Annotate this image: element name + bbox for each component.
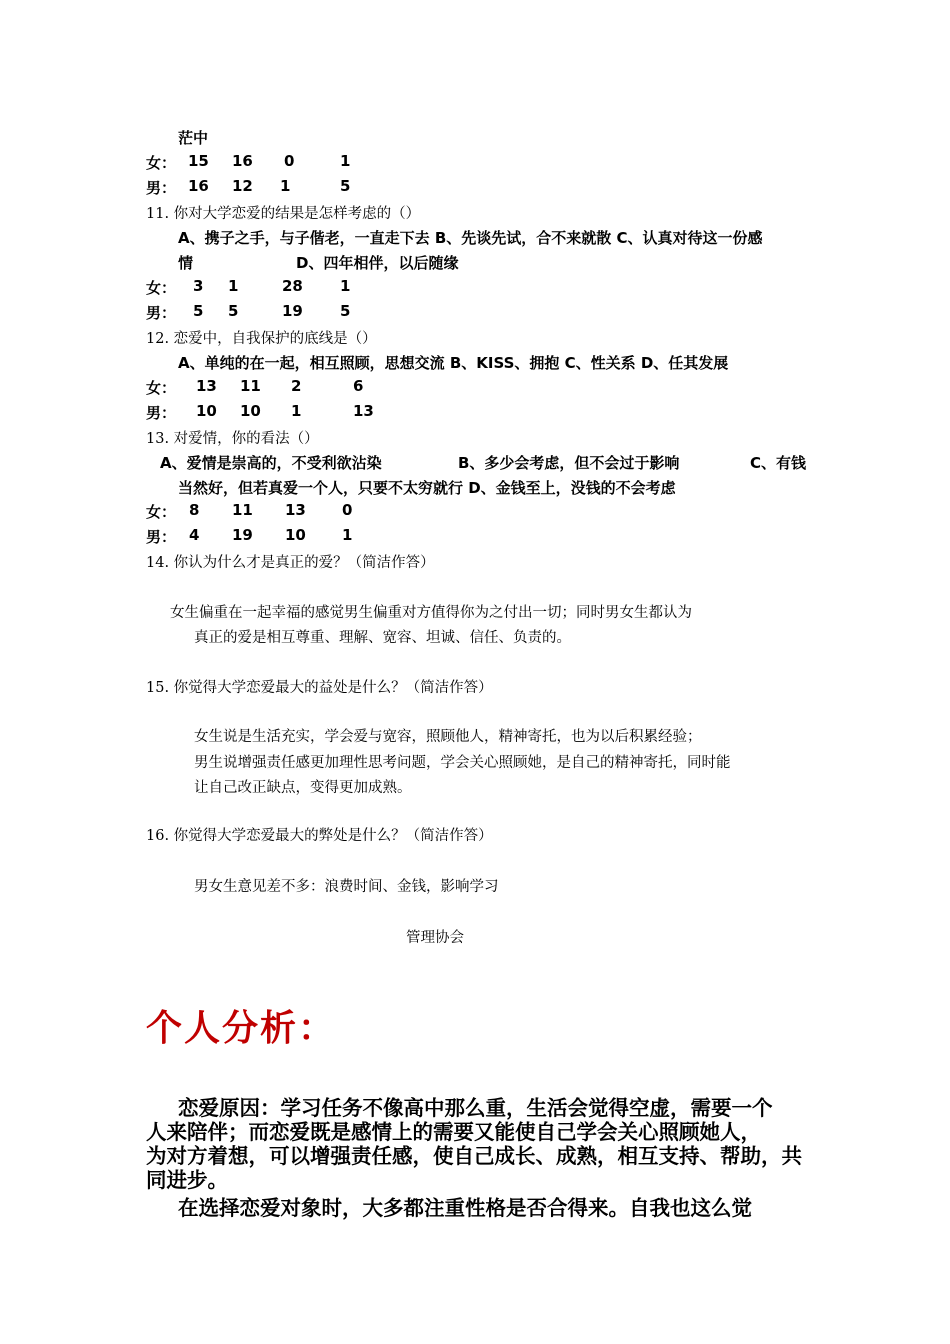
count-d: 6 <box>353 377 364 395</box>
row-label: 男： <box>146 404 177 422</box>
row-label: 女： <box>146 279 177 297</box>
q11-options-line1: A、携子之手，与子偕老，一直走下去 B、先谈先试，合不来就散 C、认真对待这一份感 <box>178 229 763 247</box>
q11-male-row <box>146 302 546 322</box>
q12-male-row <box>146 402 546 422</box>
q13-option-c: C、有钱 <box>750 454 807 472</box>
count-a: 4 <box>189 526 200 544</box>
count-a: 5 <box>193 302 204 320</box>
q16-answer: 男女生意见差不多：浪费时间、金钱，影响学习 <box>194 879 499 895</box>
q11-options-line2b: D、四年相伴，以后随缘 <box>296 254 459 272</box>
count-c: 10 <box>285 526 306 544</box>
q11-question: 11. 你对大学恋爱的结果是怎样考虑的（） <box>146 206 421 222</box>
count-a: 10 <box>196 402 217 420</box>
q15-answer-line2: 男生说增强责任感更加理性思考问题，学会关心照顾她，是自己的精神寄托，同时能 <box>194 755 731 771</box>
q11-female-row <box>146 277 546 297</box>
count-a: 13 <box>196 377 217 395</box>
count-c: 1 <box>291 402 302 420</box>
q15-answer-line1: 女生说是生活充实，学会爱与宽容，照顾他人，精神寄托，也为以后积累经验； <box>194 729 702 745</box>
count-c: 0 <box>284 152 295 170</box>
count-a: 16 <box>188 177 209 195</box>
count-a: 15 <box>188 152 209 170</box>
count-d: 13 <box>353 402 374 420</box>
analysis-p2-line1: 在选择恋爱对象时，大多都注重性格是否合得来。自我也这么觉 <box>178 1196 752 1220</box>
count-a: 8 <box>189 501 200 519</box>
q13-options-line2: 当然好，但若真爱一个人，只要不太穷就行 D、金钱至上，没钱的不会考虑 <box>178 479 676 497</box>
count-d: 5 <box>340 302 351 320</box>
row-label: 男： <box>146 304 177 322</box>
analysis-p1-line1: 恋爱原因：学习任务不像高中那么重，生活会觉得空虚，需要一个 <box>178 1096 773 1120</box>
q11-options-line2a: 情 <box>178 254 194 272</box>
q13-option-a: A、爱情是崇高的，不受利欲沾染 <box>160 454 382 472</box>
organization-name: 管理协会 <box>406 930 464 946</box>
analysis-p1-line2: 人来陪伴；而恋爱既是感情上的需要又能使自己学会关心照顾她人， <box>146 1120 761 1144</box>
count-b: 1 <box>228 277 239 295</box>
count-c: 1 <box>280 177 291 195</box>
q16-question: 16. 你觉得大学恋爱最大的弊处是什么？（简洁作答） <box>146 828 493 844</box>
q13-male-row <box>146 526 546 546</box>
count-b: 11 <box>232 501 253 519</box>
analysis-p1-line3: 为对方着想，可以增强责任感，使自己成长、成熟，相互支持、帮助，共 <box>146 1144 802 1168</box>
q13-question: 13. 对爱情，你的看法（） <box>146 431 319 447</box>
q12-options: A、单纯的在一起，相互照顾，思想交流 B、KISS、拥抱 C、性关系 D、任其发展 <box>178 354 729 372</box>
analysis-p1-line4: 同进步。 <box>146 1168 228 1192</box>
analysis-heading: 个人分析： <box>146 1007 337 1049</box>
q15-answer-line3: 让自己改正缺点，变得更加成熟。 <box>194 780 412 796</box>
row-label: 女： <box>146 503 177 521</box>
row-label: 男： <box>146 179 177 197</box>
count-c: 19 <box>282 302 303 320</box>
count-d: 0 <box>342 501 353 519</box>
count-c: 28 <box>282 277 303 295</box>
count-d: 1 <box>340 152 351 170</box>
q12-question: 12. 恋爱中，自我保护的底线是（） <box>146 331 377 347</box>
q10-female-row <box>146 152 546 172</box>
count-d: 5 <box>340 177 351 195</box>
q14-answer-line1: 女生偏重在一起幸福的感觉男生偏重对方值得你为之付出一切；同时男女生都认为 <box>170 605 692 621</box>
row-label: 女： <box>146 154 177 172</box>
count-d: 1 <box>340 277 351 295</box>
q10-male-row <box>146 177 546 197</box>
count-b: 19 <box>232 526 253 544</box>
q14-answer-line2: 真正的爱是相互尊重、理解、宽容、坦诚、信任、负责的。 <box>194 630 571 646</box>
count-c: 13 <box>285 501 306 519</box>
row-label: 女： <box>146 379 177 397</box>
q13-female-row <box>146 501 546 521</box>
count-d: 1 <box>342 526 353 544</box>
count-a: 3 <box>193 277 204 295</box>
q14-question: 14. 你认为什么才是真正的爱？（简洁作答） <box>146 555 435 571</box>
q15-question: 15. 你觉得大学恋爱最大的益处是什么？（简洁作答） <box>146 680 493 696</box>
count-c: 2 <box>291 377 302 395</box>
count-b: 16 <box>232 152 253 170</box>
row-label: 男： <box>146 528 177 546</box>
count-b: 5 <box>228 302 239 320</box>
count-b: 12 <box>232 177 253 195</box>
q12-female-row <box>146 377 546 397</box>
q10-option-continuation: 茫中 <box>178 129 209 147</box>
q13-option-b: B、多少会考虑，但不会过于影响 <box>458 454 680 472</box>
count-b: 11 <box>240 377 261 395</box>
count-b: 10 <box>240 402 261 420</box>
